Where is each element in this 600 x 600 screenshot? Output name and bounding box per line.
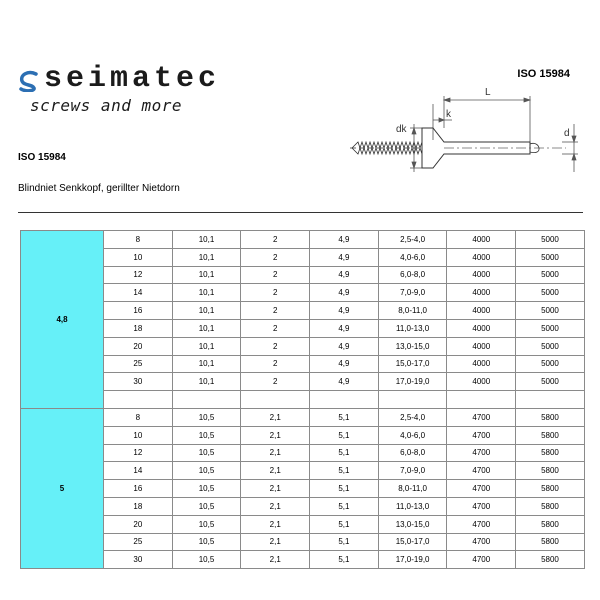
table-cell: 2 [241, 231, 310, 249]
table-cell: 20 [104, 337, 173, 355]
table-row [21, 408, 585, 426]
table-row [21, 266, 585, 284]
brand-logo [18, 62, 221, 118]
spec-table-body [21, 231, 585, 569]
table-cell: 4700 [447, 551, 516, 569]
table-cell: 8,0-11,0 [378, 480, 447, 498]
table-cell [104, 391, 173, 409]
table-cell: 7,0-9,0 [378, 462, 447, 480]
table-cell: 5800 [516, 408, 585, 426]
table-cell: 5000 [516, 266, 585, 284]
table-cell: 10,1 [172, 302, 241, 320]
table-cell: 2,1 [241, 515, 310, 533]
table-row [21, 533, 585, 551]
table-cell: 2 [241, 302, 310, 320]
table-cell: 5000 [516, 319, 585, 337]
table-cell: 12 [104, 444, 173, 462]
table-cell: 14 [104, 462, 173, 480]
table-cell: 5800 [516, 533, 585, 551]
table-cell: 2,1 [241, 462, 310, 480]
table-cell: 4700 [447, 408, 516, 426]
table-cell: 4000 [447, 337, 516, 355]
table-cell: 10,1 [172, 266, 241, 284]
table-cell: 13,0-15,0 [378, 337, 447, 355]
brand-name: seimatec [44, 62, 221, 96]
table-row [21, 355, 585, 373]
table-cell: 12 [104, 266, 173, 284]
table-cell: 2,1 [241, 426, 310, 444]
table-row [21, 302, 585, 320]
table-cell: 4700 [447, 480, 516, 498]
table-cell [516, 391, 585, 409]
table-cell: 2 [241, 248, 310, 266]
table-cell: 2,1 [241, 408, 310, 426]
table-cell: 6,0-8,0 [378, 444, 447, 462]
table-cell: 10,5 [172, 462, 241, 480]
table-cell: 4,9 [310, 337, 379, 355]
table-cell [172, 391, 241, 409]
table-row [21, 319, 585, 337]
table-cell: 14 [104, 284, 173, 302]
table-cell: 2,5-4,0 [378, 408, 447, 426]
table-cell: 4000 [447, 355, 516, 373]
table-cell: 4,9 [310, 319, 379, 337]
table-cell [447, 391, 516, 409]
table-row [21, 551, 585, 569]
table-cell [310, 391, 379, 409]
table-cell: 4,9 [310, 284, 379, 302]
table-cell: 4700 [447, 497, 516, 515]
table-cell: 2 [241, 373, 310, 391]
table-cell: 11,0-13,0 [378, 319, 447, 337]
table-cell: 2,1 [241, 444, 310, 462]
table-cell: 17,0-19,0 [378, 551, 447, 569]
logo-swirl-icon [18, 70, 40, 92]
table-row [21, 480, 585, 498]
table-cell: 5800 [516, 515, 585, 533]
table-cell: 10,1 [172, 373, 241, 391]
table-row [21, 231, 585, 249]
table-cell: 5800 [516, 462, 585, 480]
table-cell: 2,1 [241, 480, 310, 498]
table-cell: 13,0-15,0 [378, 515, 447, 533]
table-cell: 2,5-4,0 [378, 231, 447, 249]
table-cell: 5000 [516, 355, 585, 373]
table-cell: 10,5 [172, 497, 241, 515]
table-cell: 4700 [447, 462, 516, 480]
table-row [21, 284, 585, 302]
table-cell: 4,9 [310, 231, 379, 249]
table-cell: 10 [104, 248, 173, 266]
table-cell: 10,1 [172, 231, 241, 249]
table-cell: 5000 [516, 302, 585, 320]
table-cell: 5800 [516, 480, 585, 498]
table-cell: 10,1 [172, 337, 241, 355]
table-cell: 4000 [447, 302, 516, 320]
table-cell: 30 [104, 551, 173, 569]
size-cell: 4,8 [21, 231, 104, 409]
table-cell: 4000 [447, 248, 516, 266]
label-dk: dk [396, 124, 407, 135]
table-cell: 10,5 [172, 408, 241, 426]
table-cell: 17,0-19,0 [378, 373, 447, 391]
table-cell: 4,0-6,0 [378, 248, 447, 266]
table-cell: 5,1 [310, 462, 379, 480]
table-cell: 5,1 [310, 480, 379, 498]
table-cell: 4000 [447, 231, 516, 249]
table-cell: 10,5 [172, 551, 241, 569]
table-cell [241, 391, 310, 409]
table-row [21, 373, 585, 391]
standard-heading: ISO 15984 [517, 68, 570, 80]
table-cell: 18 [104, 319, 173, 337]
table-cell: 4000 [447, 373, 516, 391]
table-cell: 5800 [516, 444, 585, 462]
table-cell: 4000 [447, 266, 516, 284]
table-cell: 7,0-9,0 [378, 284, 447, 302]
table-cell: 5,1 [310, 426, 379, 444]
table-cell: 4700 [447, 444, 516, 462]
table-cell: 10,1 [172, 284, 241, 302]
divider [18, 212, 583, 213]
label-L: L [485, 87, 491, 98]
table-row [21, 515, 585, 533]
table-cell: 8 [104, 231, 173, 249]
table-cell [378, 391, 447, 409]
table-cell: 8 [104, 408, 173, 426]
size-cell: 5 [21, 408, 104, 568]
table-row [21, 426, 585, 444]
table-cell: 4,9 [310, 355, 379, 373]
table-cell: 4,9 [310, 302, 379, 320]
table-cell: 5800 [516, 426, 585, 444]
table-cell: 4700 [447, 426, 516, 444]
table-cell: 4000 [447, 319, 516, 337]
table-cell: 16 [104, 480, 173, 498]
table-cell: 5,1 [310, 497, 379, 515]
table-cell: 15,0-17,0 [378, 355, 447, 373]
table-cell: 25 [104, 533, 173, 551]
product-description: Blindniet Senkkopf, gerillter Nietdorn [18, 183, 180, 194]
spec-table [20, 230, 585, 569]
table-row [21, 462, 585, 480]
table-cell: 5,1 [310, 551, 379, 569]
table-cell: 6,0-8,0 [378, 266, 447, 284]
table-row [21, 337, 585, 355]
table-cell: 25 [104, 355, 173, 373]
table-cell: 10,1 [172, 248, 241, 266]
table-cell: 10,5 [172, 426, 241, 444]
table-cell: 10,1 [172, 319, 241, 337]
table-cell: 5,1 [310, 408, 379, 426]
table-cell: 10,5 [172, 444, 241, 462]
label-k: k [446, 109, 451, 120]
table-cell: 10,1 [172, 355, 241, 373]
table-cell: 2,1 [241, 533, 310, 551]
table-cell: 10,5 [172, 533, 241, 551]
table-cell: 2 [241, 266, 310, 284]
table-cell: 5000 [516, 337, 585, 355]
table-row [21, 248, 585, 266]
table-cell: 2,1 [241, 551, 310, 569]
table-cell: 10,5 [172, 515, 241, 533]
table-cell: 2,1 [241, 497, 310, 515]
table-row [21, 391, 585, 409]
table-cell: 5800 [516, 551, 585, 569]
table-cell: 2 [241, 355, 310, 373]
table-cell: 5,1 [310, 444, 379, 462]
table-cell: 18 [104, 497, 173, 515]
table-cell: 5,1 [310, 533, 379, 551]
table-cell: 5000 [516, 231, 585, 249]
table-cell: 2 [241, 337, 310, 355]
standard-label: ISO 15984 [18, 152, 66, 163]
table-cell: 10,5 [172, 480, 241, 498]
label-d: d [564, 128, 570, 139]
table-cell: 10 [104, 426, 173, 444]
table-cell: 5000 [516, 373, 585, 391]
table-cell: 5000 [516, 248, 585, 266]
table-cell: 4,0-6,0 [378, 426, 447, 444]
table-cell: 8,0-11,0 [378, 302, 447, 320]
table-cell: 16 [104, 302, 173, 320]
table-cell: 4,9 [310, 248, 379, 266]
brand-tagline: screws and more [30, 96, 182, 115]
table-cell: 4700 [447, 515, 516, 533]
table-cell: 2 [241, 284, 310, 302]
table-cell: 5800 [516, 497, 585, 515]
table-row [21, 497, 585, 515]
table-cell: 5,1 [310, 515, 379, 533]
table-row [21, 444, 585, 462]
table-cell: 5000 [516, 284, 585, 302]
table-cell: 4,9 [310, 266, 379, 284]
table-cell: 4,9 [310, 373, 379, 391]
table-cell: 20 [104, 515, 173, 533]
table-cell: 2 [241, 319, 310, 337]
table-cell: 15,0-17,0 [378, 533, 447, 551]
table-cell: 11,0-13,0 [378, 497, 447, 515]
rivet-drawing [330, 84, 586, 190]
table-cell: 30 [104, 373, 173, 391]
table-cell: 4700 [447, 533, 516, 551]
table-cell: 4000 [447, 284, 516, 302]
